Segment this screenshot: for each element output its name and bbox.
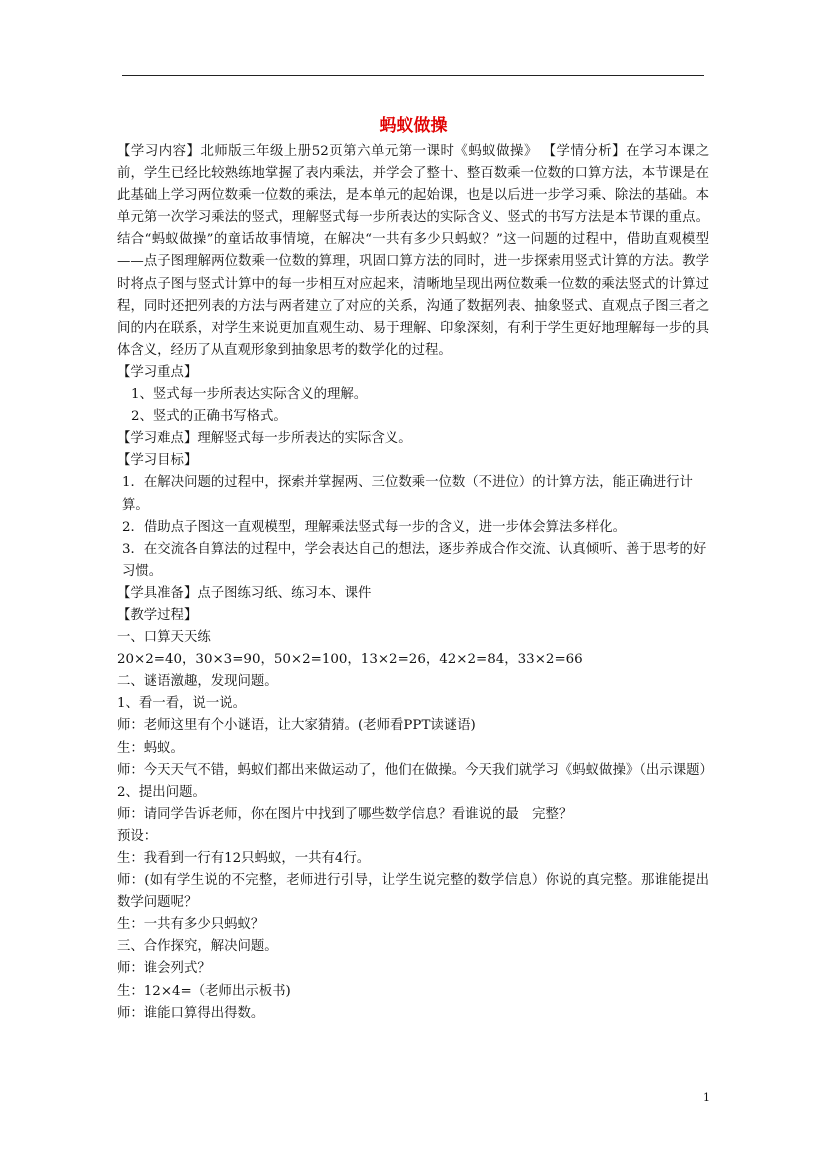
intro-paragraph: 【学习内容】北师版三年级上册52页第六单元第一课时《蚂蚁做操》 【学情分析】在学习本课之前，学生已经比较熟练地掌握了表内乘法，并学会了整十、整百数乘一位数的口算方法，本节课是在此基础上学习两位数乘一位数的乘法，是本单元的起始课，也是以后进一步学习乘、除法的基础。本单元第一次学习乘法的竖式，理解竖式每一步所表达的实际含义、竖式的书写方法是本节课的重点。 结合“蚂蚁做操”的童话故事情境，在解决“一共有多少只蚂蚁？”这一问题的过程中，借助直观模型——点子图理解两位数乘一位数的算理，巩固口算方法的同时，进一步探索用竖式计算的方法。教学时将点子图与竖式计算中的每一步相互对应起来，清晰地呈现出两位数乘一位数的乘法竖式的计算过程，同时还把列表的方法与两者建立了对应的关系，沟通了数据列表、抽象竖式、直观点子图三者之间的内在联系，对学生来说更加直观生动、易于理解、印象深刻，有利于学生更好地理解每一步的具体含义，经历了从直观形象到抽象思考的数学化的过程。 bbox=[117, 144, 709, 358]
preset-line: 预设： bbox=[117, 828, 158, 844]
goal-2: 2．借助点子图这一直观模型，理解乘法竖式每一步的含义，进一步体会算法多样化。 bbox=[122, 519, 626, 535]
student-line-4: 生：12×4=（老师出示板书) bbox=[117, 983, 291, 999]
document-title: 蚂蚁做操 bbox=[379, 116, 448, 136]
teacher-line-2: 师：今天天气不错，蚂蚁们都出来做运动了，他们在做操。今天我们就学习《蚂蚁做操》（出示课题） bbox=[117, 762, 713, 778]
key-points-heading: 【学习重点】 bbox=[117, 364, 198, 380]
step-2-heading: 二、谜语激趣，发现问题。 bbox=[117, 674, 278, 690]
document-body bbox=[117, 141, 713, 1025]
calc-line: 20×2=40，30×3=90，50×2=100，13×2=26，42×2=84，33×2=66 bbox=[117, 652, 583, 668]
teacher-line-6: 师：谁能口算得出得数。 bbox=[117, 1005, 265, 1021]
materials-line: 【学具准备】点子图练习纸、练习本、课件 bbox=[117, 585, 372, 601]
goals-heading: 【学习目标】 bbox=[117, 453, 198, 469]
key-point-2: 2、竖式的正确书写格式。 bbox=[131, 409, 287, 425]
student-line-2: 生：我看到一行有12只蚂蚁，一共有4行。 bbox=[117, 851, 371, 866]
step-1-heading: 一、口算天天练 bbox=[117, 630, 211, 646]
teacher-line-4: 师：(如有学生说的不完整，老师进行引导，让学生说完整的数学信息）你说的真完整。那谁能提出数学问题呢？ bbox=[117, 873, 709, 911]
student-line-3: 生：一共有多少只蚂蚁？ bbox=[117, 917, 265, 933]
teacher-line-3: 师：请同学告诉老师，你在图片中找到了哪些数学信息？看谁说的最 完整？ bbox=[117, 806, 573, 822]
teacher-line-1: 师：老师这里有个小谜语，让大家猜猜。(老师看PPT读谜语) bbox=[117, 718, 476, 734]
key-point-1: 1、竖式每一步所表达实际含义的理解。 bbox=[131, 387, 368, 403]
process-heading: 【教学过程】 bbox=[117, 607, 198, 623]
step-3-heading: 三、合作探究，解决问题。 bbox=[117, 939, 278, 955]
student-line-1: 生：蚂蚁。 bbox=[117, 740, 184, 756]
sub-step-2-1: 1、看一看，说一说。 bbox=[117, 696, 247, 712]
teacher-line-5: 师：谁会列式？ bbox=[117, 961, 211, 977]
goal-3: 3．在交流各自算法的过程中，学会表达自己的想法，逐步养成合作交流、认真倾听、善于思考的好习惯。 bbox=[122, 541, 707, 579]
difficulty-line: 【学习难点】理解竖式每一步所表达的实际含义。 bbox=[117, 431, 412, 447]
sub-step-2-2: 2、提出问题。 bbox=[117, 784, 206, 800]
goal-1: 1．在解决问题的过程中，探索并掌握两、三位数乘一位数（不进位）的计算方法，能正确进行计算。 bbox=[122, 475, 693, 513]
header-rule bbox=[122, 75, 704, 76]
page-number: 1 bbox=[703, 1091, 710, 1104]
